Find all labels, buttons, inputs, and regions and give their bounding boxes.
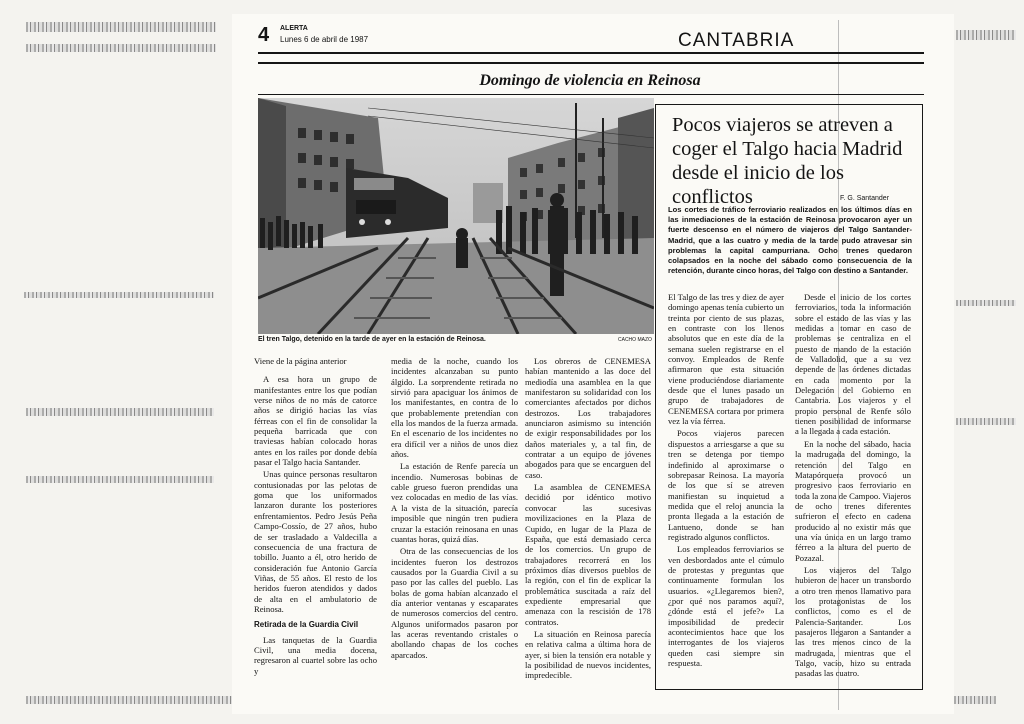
- sidebar-byline: F. G. Santander: [840, 195, 890, 202]
- article-column-2: [391, 356, 518, 662]
- publication-date: Lunes 6 de abril de 1987: [280, 35, 369, 44]
- article-paragraph: A esa hora un grupo de manifestantes entre los que podían verse niños de no más de catorce años se dirigió hacias las vías férreas con el fin de consolidar la pequeña barricada que con traviesas habían colocado horas antes en los railes por donde debía pasar el Talgo hacia Santander.: [254, 374, 377, 468]
- header-rule: [258, 52, 924, 54]
- photo-credit: CACHO MAZO: [618, 337, 652, 343]
- article-paragraph: La estación de Renfe parecía un incendio. Numerosas bobinas de cable grueso fueron prendidas una vez colocadas en medio de las vías. A la vista de la situación, parecía imposible que ningún tren pudiera cruzar la estación reinosana en unas cuantas horas, quizá días.: [391, 461, 518, 544]
- continued-from-label: Viene de la página anterior: [254, 356, 347, 366]
- page-number: 4: [258, 24, 270, 46]
- sidebar-column-right: [795, 292, 911, 681]
- header-rule-thin: [258, 62, 924, 64]
- sidebar-lead-paragraph: Los cortes de tráfico ferroviario realizados en los últimos días en las inmediaciones de la estación de Reinosa provocaron ayer un fuerte descenso en el número de viajeros del Talgo Santander-Madrid, que a las cuatro y media de la tarde pudo atravesar sin problemas la capital campurriana. Ocho trenes quedaron colapsados en la noche del sábado como consecuencia de la retención, durante cinco horas, del Talgo con destino a Santander.: [668, 205, 912, 276]
- headline-rule: [258, 94, 924, 95]
- publication-name: ALERTA: [280, 25, 308, 32]
- article-paragraph: La asamblea de CENEMESA decidió por idéntico motivo convocar las sucesivas movilizaciones en la Plaza de Cupido, en lugar de la Plaza de España, que está demasiado cerca de los comercios. Un grupo de trabajadores recorrerá en los próximos días diversos pueblos de la región, con el fin de explicar la problemática suscitada a raíz del expediente empresarial que amenaza con la rescisión de 178 contratos.: [525, 482, 651, 627]
- sidebar-paragraph: Los empleados ferroviarios se ven desbordados ante el cúmulo de protestas y preguntas que continuamente formulan los usuarios. «¿Llegaremos bien?, ¿por qué nos paramos aquí?, ¿dónde está el jefe?» La imposibilidad de predecir acontecimientos hace que los interrogantes de los viajeros queden casi siempre sin respuesta.: [668, 544, 784, 669]
- scan-artifact-band: [26, 476, 214, 483]
- article-paragraph: Otra de las consecuencias de los incidentes fueron los destrozos causados por la Guardia Civil a su paso por las calles del pueblo. Las bolas de goma habían alcanzado el día anterior ventanas y escaparates de numerosos comercios del centro. Algunos uniformados pasaron por las aceras reventando cristales o abollando chapas de los coches aparcados.: [391, 546, 518, 660]
- article-column-3: [525, 356, 651, 683]
- sidebar-headline: Pocos viajeros se atreven a coger el Talgo hacia Madrid desde el inicio de los conflictos: [672, 114, 903, 208]
- scan-artifact-band: [24, 292, 214, 298]
- article-paragraph: Los obreros de CENEMESA habían mantenido a las doce del mediodía una asamblea en la que manifestaron su solidaridad con los comerciantes afectados por dichos destrozos. Los trabajadores anunciaron asimismo su intención de exigir responsabilidades por los daños materiales y, a tal fin, de contratar a un equipo de jóvenes abogados para que se encarguen del caso.: [525, 356, 651, 480]
- article-subheading: Retirada de la Guardia Civil: [254, 620, 359, 630]
- article-paragraph: media de la noche, cuando los incidentes alcanzaban su punto álgido. La sorprendente retirada no sirvió para apaciguar los ánimos de los manifestantes, en contra de lo que probablemente pretendían con ella los mandos de la fuerza armada. En el escenario de los incidentes no era difícil ver a niños de unos diez años.: [391, 356, 518, 460]
- scan-artifact-band: [26, 44, 216, 52]
- sidebar-paragraph: Los viajeros del Talgo hubieron de hacer un transbordo a otro tren menos llamativo para los protagonistas de los conflictos, como es el de Palencia-Santander. Los pasajeros llegaron a Santander a las tres menos cinco de la madrugada, mientras que el Talgo, vacío, hizo su entrada pasadas las cuatro.: [795, 564, 911, 679]
- article-paragraph: Las tanquetas de la Guardia Civil, una media docena, regresaron al cuartel sobre las ocho y: [254, 634, 377, 676]
- sidebar-paragraph: En la noche del sábado, hacia la madrugada del domingo, la retención del Talgo en Matapórquera provocó un progresivo caos ferroviario en toda la zona de Campoo. Viajeros de ocho trenes diferentes sufrieron el efecto en cadena producido al no existir más que una vía única en un largo tramo férreo a la altura del puerto de Pozazal.: [795, 438, 911, 563]
- scan-artifact-band: [26, 22, 216, 32]
- main-headline: Domingo de violencia en Reinosa: [479, 72, 701, 89]
- news-photo-train-on-tracks: [258, 98, 654, 334]
- scan-artifact-band: [26, 408, 214, 416]
- scan-artifact-band: [956, 30, 1016, 40]
- section-title: CANTABRIA: [678, 30, 795, 51]
- scan-artifact-band: [956, 418, 1016, 425]
- sidebar-paragraph: Pocos viajeros parecen dispuestos a arriesgarse a que su tren se detenga por tiempo indefinido al aproximarse o sobrepasar Reinosa. La mayoría de los que sí se atreven manifiestan su inquietud a medida que el reloj anuncia la pronta llegada a la estación de Lantueno, donde se han registrado algunos conflictos.: [668, 428, 784, 542]
- sidebar-paragraph: El Talgo de las tres y diez de ayer domingo apenas tenía cubierto un treinta por ciento de sus plazas, en contraste con los llenos absolutos que en este día de la semana suelen registrarse en el convoy. Empleados de Renfe afirmaron que esta situación viene produciéndose diariamente desde que el lunes pasado un grupo de trabajadores de CENEMESA cortara por primera vez la vía férrea.: [668, 292, 784, 427]
- article-paragraph: Unas quince personas resultaron contusionadas por las pelotas de goma que los uniformados lanzaron durante los posteriores enfrentamientos. Pedro Jesús Peña Campo-Cossío, de 27 años, hubo de ser trasladado a Valdecilla a consecuencia de una fractura de tobillo. Juanto a él, otro herido de consideración fue Antonio García Viñas, de 55 años. El resto de los heridos fueron atendidos y dados de alta en el ambulatorio de Reinosa.: [254, 469, 377, 614]
- sidebar-column-left: [668, 292, 784, 670]
- scan-artifact-band: [956, 300, 1016, 306]
- photo-caption: El tren Talgo, detenido en la tarde de ayer en la estación de Reinosa.: [258, 336, 486, 343]
- article-column-1: [254, 356, 377, 678]
- article-paragraph: La situación en Reinosa parecía en relativa calma a última hora de ayer, si bien la tensión era notable y la posibilidad de nuevos incidentes, impredecible.: [525, 628, 651, 681]
- sidebar-paragraph: Desde el inicio de los cortes ferroviarios, toda la información sobre el estado de las vías y las medidas a tomar en caso de problemas se centraliza en el puesto de mando de la estación de Valladolid, que a su vez depende de las órdenes dictadas en cada momento por la Delegación del Gobierno en Cantabria. Los viajeros y el propio personal de Renfe sólo tienen posibilidad de informarse a la llegada a cada estación.: [795, 292, 911, 437]
